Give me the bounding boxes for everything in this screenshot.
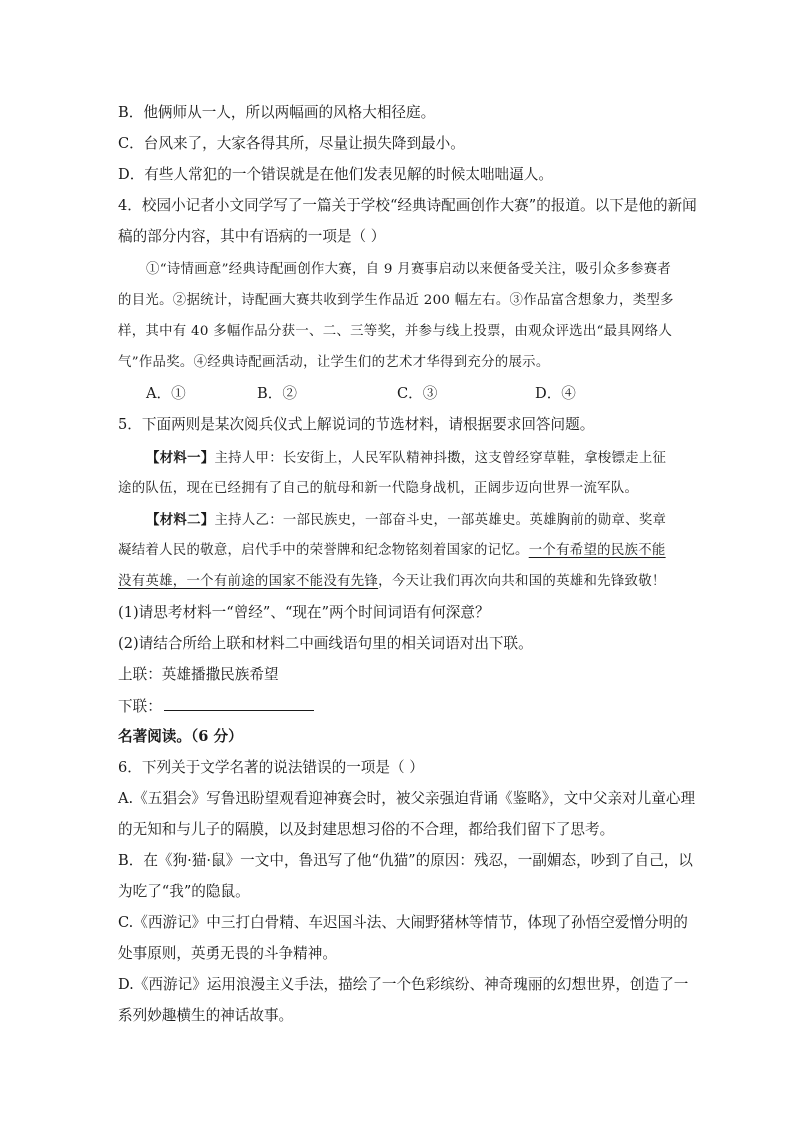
q5-sub1: (1)请思考材料一“曾经”、“现在”两个时间词语有何深意？ — [118, 604, 490, 621]
underlined-sentence-part2: 没有英雄，一个有前途的国家不能没有先锋 — [118, 574, 379, 589]
q5-material2-line3: 没有英雄，一个有前途的国家不能没有先锋，今天让我们再次向共和国的英雄和先锋致敬！ — [118, 574, 666, 589]
underlined-sentence-part1: 一个有希望的民族不能 — [528, 543, 666, 558]
q5-sub2: (2)请结合所给上联和材料二中画线语句里的相关词语对出下联。 — [118, 635, 533, 652]
material2-label: 【材料二】 — [146, 512, 215, 528]
q4-stem-line2: 稿的部分内容，其中有语病的一项是（ ） — [118, 228, 386, 245]
q3-option-d: D．有些人常犯的一个错误就是在他们发表见解的时候太咄咄逼人。 — [118, 166, 553, 183]
q6-option-d-line2: 系列妙趣横生的神话故事。 — [118, 1007, 294, 1024]
q6-option-c-line2: 处事原则，英勇无畏的斗争精神。 — [118, 945, 337, 962]
q6-option-a-line1: A.《五猖会》写鲁迅盼望观看迎神赛会时，被父亲强迫背诵《鉴略》，文中父亲对儿童心理 — [118, 790, 696, 807]
q6-option-b-line1: B．在《狗·猫·鼠》一文中，鲁迅写了他“仇猫”的原因：残忍，一副媚态，吵到了自己，以 — [118, 852, 693, 869]
couplet-upper: 上联：英雄播撒民族希望 — [118, 666, 279, 683]
q6-option-c-line1: C.《西游记》中三打白骨精、车迟国斗法、大闹野猪林等情节，体现了孙悟空爱憎分明的 — [118, 914, 688, 931]
q5-material1-line1: 【材料一】主持人甲：长安街上，人民军队精神抖擞，这支曾经穿草鞋，拿梭镖走上征 — [146, 450, 667, 466]
q5-material2-line2: 凝结着人民的敬意，启代手中的荣誉牌和纪念物铭刻着国家的记忆。一个有希望的民族不能 — [118, 543, 666, 558]
q5-stem: 5．下面两则是某次阅兵仪式上解说词的节选材料，请根据要求回答问题。 — [118, 416, 595, 433]
q4-option-c[interactable]: C．③ — [397, 385, 438, 402]
material1-label: 【材料一】 — [146, 450, 215, 466]
q6-option-b-line2: 为吃了“我”的隐鼠。 — [118, 883, 250, 900]
q4-passage-line3: 样，其中有 40 多幅作品分获一、二、三等奖，并参与线上投票，由观众评选出“最具网络人 — [118, 324, 673, 339]
q4-stem-line1: 4．校园小记者小文同学写了一篇关于学校“经典诗配画创作大赛”的报道。以下是他的新闻 — [118, 197, 697, 214]
q4-option-b[interactable]: B．② — [257, 385, 297, 402]
q6-option-d-line1: D.《西游记》运用浪漫主义手法，描绘了一个色彩缤纷、神奇瑰丽的幻想世界，创造了一 — [118, 976, 689, 993]
q5-material1-line2: 途的队伍，现在已经拥有了自己的航母和新一代隐身战机，正阔步迈向世界一流军队。 — [118, 481, 639, 496]
couplet-lower: 下联： — [118, 696, 678, 717]
q3-option-c: C．台风来了，大家各得其所，尽量让损失降到最小。 — [118, 135, 465, 152]
q4-passage-line2: 的目光。②据统计，诗配画大赛共收到学生作品近 200 幅左右。③作品富含想象力，类型多 — [118, 293, 674, 308]
q3-option-b: B．他俩师从一人，所以两幅画的风格大相径庭。 — [118, 104, 436, 121]
q4-option-d[interactable]: D．④ — [535, 385, 576, 402]
q4-passage-line4: 气”作品奖。④经典诗配画活动，让学生们的艺术才华得到充分的展示。 — [118, 355, 550, 370]
q5-material2-line1: 【材料二】主持人乙：一部民族史，一部奋斗史，一部英雄史。英雄胸前的勋章、奖章 — [146, 512, 667, 528]
q6-stem: 6．下列关于文学名著的说法错误的一项是（ ） — [118, 759, 424, 776]
answer-blank[interactable] — [164, 696, 314, 711]
q4-option-a[interactable]: A．① — [146, 385, 186, 402]
q4-passage-line1: ①“诗情画意”经典诗配画创作大赛，自 9 月赛事启动以来便备受关注，吸引众多参赛者 — [146, 262, 672, 277]
q6-option-a-line2: 的无知和与儿子的隔膜，以及封建思想习俗的不合理，都给我们留下了思考。 — [118, 821, 615, 838]
section-title: 名著阅读。（6 分） — [118, 728, 243, 745]
